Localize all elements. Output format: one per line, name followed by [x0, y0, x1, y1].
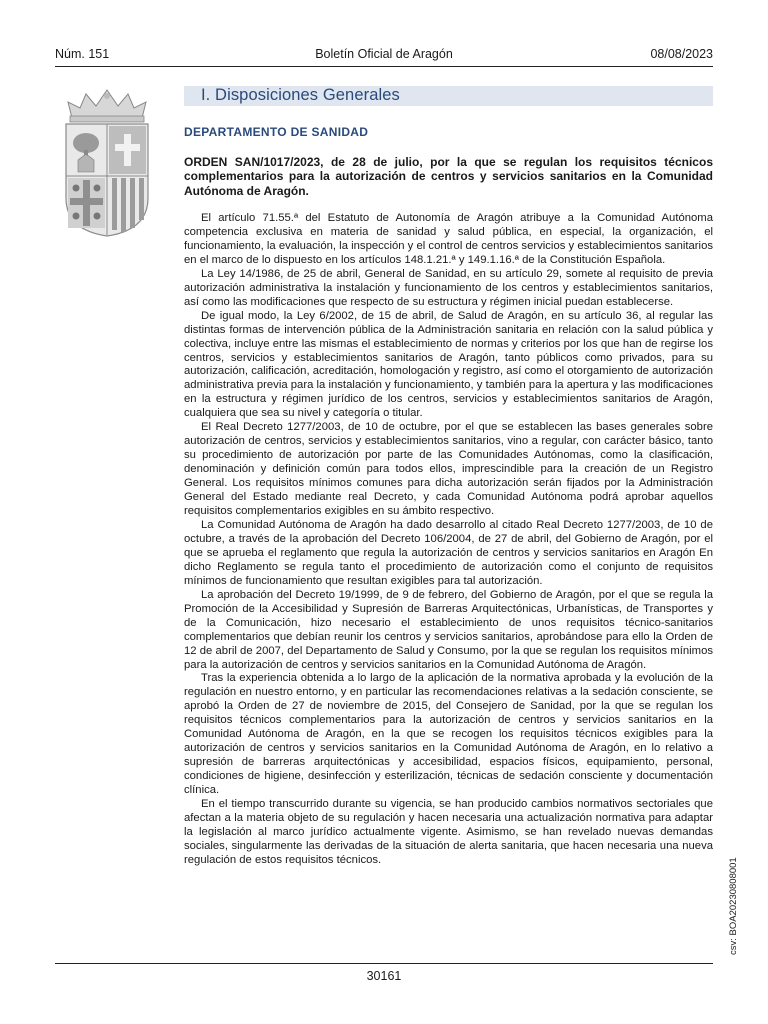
footer-rule [55, 963, 713, 964]
section-banner [184, 86, 713, 106]
paragraph: De igual modo, la Ley 6/2002, de 15 de abril, de Salud de Aragón, en su artículo 36, al regular las distintas formas de intervención pública de la Administración sanitaria en relación con la salud pública y colectiva, incluye entre las mismas el establecimiento de normas y criterios por los que han de regirse los centros, servicios y establecimientos sanitarios de Aragón, tanto públicos como privados, para su autorización, calificación, acreditación, homologación y registro, así como el otorgamiento de autorización administrativa previa para la instalación y funcionamiento, y también para la apertura y las modificaciones en la estructura y régimen jurídico de los centros, servicios y establecimientos sanitarios de Aragón, cualquiera que sea su nivel y categoría o titular. [184, 309, 713, 420]
section-title: I. Disposiciones Generales [201, 86, 400, 104]
order-title: ORDEN SAN/1017/2023, de 28 de julio, por la que se regulan los requisitos técnicos complementarios para la autorización de centros y servicios sanitarios en la Comunidad Autónoma de Aragón. [184, 155, 713, 198]
page-header [55, 44, 713, 64]
paragraph: En el tiempo transcurrido durante su vigencia, se han producido cambios normativos sectoriales que afectan a la materia objeto de su regulación y hacen necesaria una actualización normativa para adaptar la legislación al marco jurídico actualmente vigente. Asimismo, se han revelado nuevas demandas sociales, singularmente las derivadas de la situación de alerta sanitaria, que hacen necesaria una nueva regulación de estos requisitos técnicos. [184, 798, 713, 866]
paragraph: El Real Decreto 1277/2003, de 10 de octubre, por el que se establecen las bases generales sobre autorización de centros, servicios y establecimientos sanitarios, vino a regular, con carácter básico, tanto su procedimiento de autorización por parte de las Comunidades Autónomas, como la clasificación, denominación y definición común para todos ellos, imprescindible para la creación de un Registro General. Los requisitos mínimos comunes para dicha autorización serán fijados por la Administración General del Estado mediante real Decreto, y cada Comunidad Autónoma podrá aprobar aquellos requisitos complementarios exigibles en su ámbito respectivo. [184, 421, 713, 518]
csv-verification-code: csv: BOA20230808001 [728, 857, 739, 955]
issue-number: Núm. 151 [55, 47, 110, 61]
coat-of-arms-icon [60, 88, 154, 238]
paragraph: La aprobación del Decreto 19/1999, de 9 de febrero, del Gobierno de Aragón, por el que se regula la Promoción de la Accesibilidad y Supresión de Barreras Arquitectónicas, Urbanísticas, de Transportes y de la Comunicación, hizo necesario el establecimiento de unos requisitos técnico-sanitarios complementarios que debían reunir los centros y servicios sanitarios, aprobándose para ello la Orden de 12 de abril de 2007, del Departamento de Salud y Consumo, por la que se regulan los requisitos mínimos para la autorización de centros y servicios sanitarios en la Comunidad Autónoma de Aragón. [184, 588, 713, 671]
paragraph: La Ley 14/1986, de 25 de abril, General de Sanidad, en su artículo 29, somete al requisito de previa autorización administrativa la instalación y funcionamiento de los centros y establecimientos sanitarios, así como las modificaciones que respecto de su estructura y régimen inicial puedan establecerse. [184, 267, 713, 308]
header-rule [55, 66, 713, 67]
publication-name: Boletín Oficial de Aragón [315, 47, 453, 61]
department-heading: DEPARTAMENTO DE SANIDAD [184, 125, 369, 139]
paragraph: La Comunidad Autónoma de Aragón ha dado desarrollo al citado Real Decreto 1277/2003, de 10 de octubre, a través de la aprobación del Decreto 106/2004, de 27 de abril, del Gobierno de Aragón, por el que se aprueba el reglamento que regula la autorización de centros y servicios sanitarios en Aragón En dicho Reglamento se regula tanto el procedimiento de autorización como el conjunto de requisitos mínimos de funcionamiento que resultan exigibles para tal autorización. [184, 518, 713, 587]
paragraph: Tras la experiencia obtenida a lo largo de la aplicación de la normativa aprobada y la evolución de la regulación en nuestro entorno, y en particular las recomendaciones relativas a la sedación consciente, se aprobó la Orden de 27 de noviembre de 2015, del Consejero de Sanidad, por la que se regulan los requisitos técnicos complementarios para la autorización de centros y servicios sanitarios en la Comunidad Autónoma de Aragón, en la que se recogen los requisitos técnicos exigibles para la autorización de centros y servicios sanitarios en la Comunidad Autónoma de Aragón, en lo relativo a supresión de barreras arquitectónicas y accesibilidad, espacios físicos, equipamiento, personal, condiciones de higiene, desinfección y esterilización, técnicas de sedación consciente y documentación clínica. [184, 672, 713, 797]
publication-date: 08/08/2023 [650, 47, 713, 61]
paragraph: El artículo 71.55.ª del Estatuto de Autonomía de Aragón atribuye a la Comunidad Autónoma competencia exclusiva en materia de sanidad y salud pública, en especial, la organización, el funcionamiento, la evaluación, la inspección y el control de centros servicios y establecimientos sanitarios en el marco de lo dispuesto en los artículos 148.1.21.ª y 149.1.16.ª de la Constitución Española. [184, 212, 713, 266]
document-body [184, 212, 713, 868]
page-number: 30161 [366, 969, 402, 983]
